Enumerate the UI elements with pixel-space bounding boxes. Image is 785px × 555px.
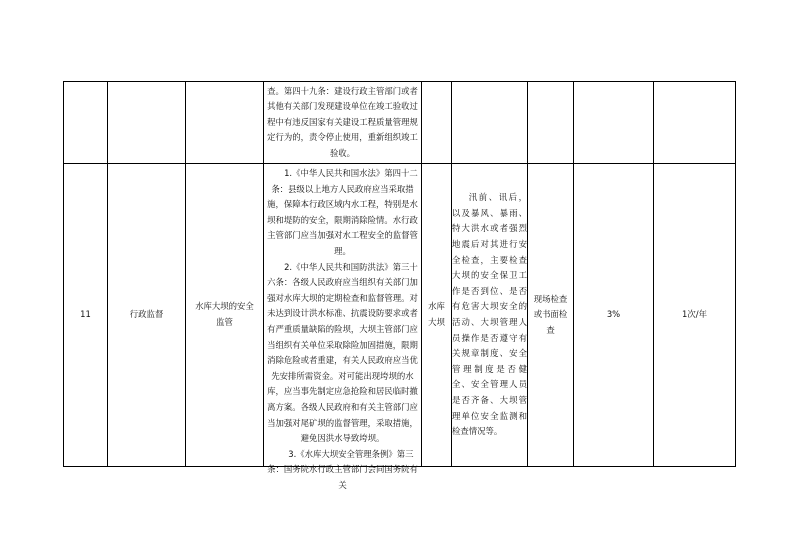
table-row xyxy=(64,82,736,164)
row-object: 水库大坝 xyxy=(422,164,452,467)
row-item: 水库大坝的安全监管 xyxy=(186,164,264,467)
cell-empty xyxy=(108,82,186,164)
inspection-table xyxy=(63,81,736,490)
basis-paragraph: 1.《中华人民共和国水法》第四十二条：县级以上地方人民政府应当采取措施，保障本行政区域内水工程，特别是水坝和堤防的安全，限期消除险情。水行政主管部门应当加强对水工程安全的监督管理。 xyxy=(267,168,418,256)
cell-empty xyxy=(422,82,452,164)
row-frequency: 1次/年 xyxy=(654,164,736,467)
basis-paragraph: 3.《水库大坝安全管理条例》第三条：国务院水行政主管部门会同国务院有关 xyxy=(267,448,418,490)
row-content-cell xyxy=(452,164,528,467)
row-category: 行政监督 xyxy=(108,164,186,467)
row-content: 汛前、讯后，以及暴风、暴雨、特大洪水或者强烈地震后对其进行安全检查，主要检查大坝的安全保卫工作是否到位、是否有危害大坝安全的活动、大坝管理人员操作是否遵守有关规章制度、安全管理制度是否健全、安全管理人员是否齐备、大坝管理单位安全监测和检查情况等。 xyxy=(452,192,527,437)
row-number: 11 xyxy=(64,164,108,467)
cell-empty xyxy=(528,82,574,164)
cell-empty xyxy=(654,82,736,164)
table-row xyxy=(64,164,736,467)
row-ratio: 3% xyxy=(574,164,654,467)
cell-empty xyxy=(452,82,528,164)
cell-empty xyxy=(574,82,654,164)
basis-paragraph: 2.《中华人民共和国防洪法》第三十六条：各级人民政府应当组织有关部门加强对水库大坝的定期检查和监督管理。对未达到设计洪水标准、抗震设防要求或者有严重质量缺陷的险坝，大坝主管部门应当组织有关单位采取除险加固措施，限期消除危险或者重建，有关人民政府应当优先安排所需资金。对可能出现垮坝的水库，应当事先制定应急抢险和居民临时撤离方案。各级人民政府和有关主管部门应当加强对尾矿坝的监督管理，采取措施，避免因洪水导致垮坝。 xyxy=(267,261,418,444)
cell-empty xyxy=(186,82,264,164)
row-method: 现场检查或书面检查 xyxy=(528,164,574,467)
row-basis-cell xyxy=(264,164,422,490)
prev-basis-cell xyxy=(264,82,422,164)
cell-empty xyxy=(64,82,108,164)
prev-basis-text: 查。第四十九条：建设行政主管部门或者其他有关部门发现建设单位在竣工验收过程中有违反国家有关建设工程质量管理规定行为的，责令停止使用，重新组织竣工验收。 xyxy=(267,85,418,158)
